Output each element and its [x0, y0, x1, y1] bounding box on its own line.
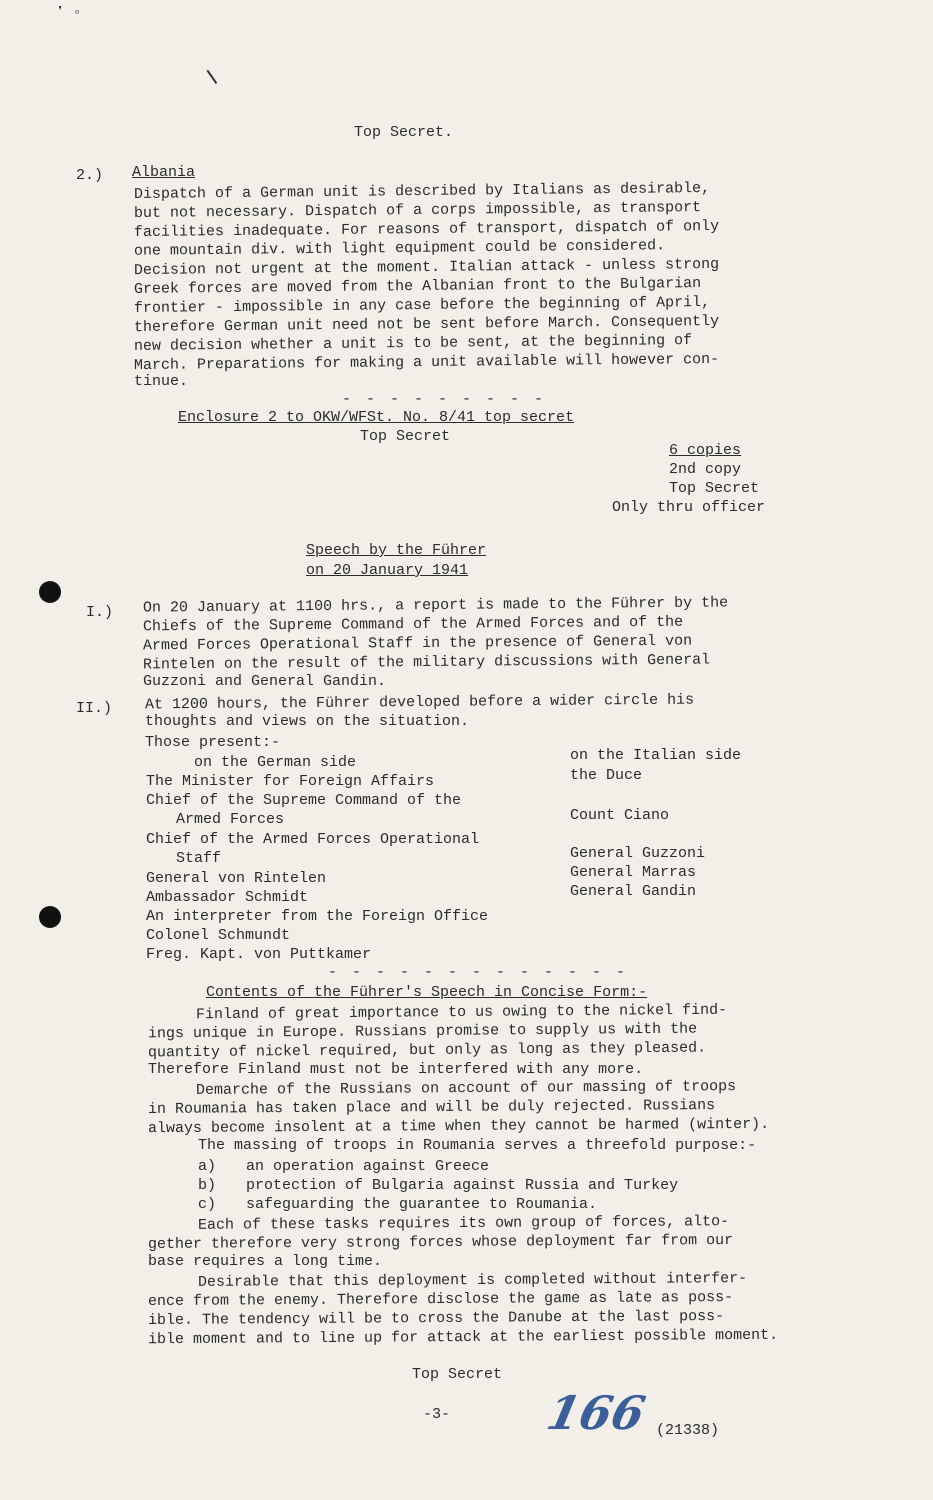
text-line: Guzzoni and General Gandin.: [143, 673, 387, 690]
text-line: Therefore Finland must not be interfered with any more.: [148, 1061, 644, 1078]
text-line: but not necessary. Dispatch of a corps impossible, as transport: [133, 199, 702, 222]
para2-number: II.): [76, 700, 113, 717]
list-text: protection of Bulgaria against Russia and Turkey: [246, 1177, 679, 1194]
text-line: Armed Forces Operational Staff in the presence of General von: [142, 632, 693, 655]
list-item: An interpreter from the Foreign Office: [146, 908, 489, 925]
list-item: Staff: [176, 850, 222, 867]
speech-title-line1: Speech by the Führer: [306, 542, 487, 559]
text-line: ible. The tendency will be to cross the Danube at the last poss-: [147, 1307, 725, 1330]
list-item: on the German side: [194, 754, 357, 771]
text-line: Dispatch of a German unit is described by Italians as desirable,: [133, 179, 711, 204]
handwritten-folio: 166: [542, 1386, 650, 1440]
text-line: one mountain div. with light equipment could be considered.: [133, 237, 666, 260]
section2-heading: Albania: [132, 164, 196, 181]
list-item: Armed Forces: [176, 811, 285, 828]
copy-routing: Only thru officer: [612, 499, 766, 516]
contents-title: Contents of the Führer's Speech in Concise Form:-: [206, 984, 648, 1001]
separator: - - - - - - - - -: [342, 391, 547, 408]
text-line: Demarche of the Russians on account of our massing of troops: [195, 1078, 737, 1099]
copy-number: 2nd copy: [669, 461, 742, 478]
text-line: Chiefs of the Supreme Command of the Armed Forces and of the: [142, 613, 684, 636]
corner-mark: ❜ ◦: [56, 5, 82, 21]
list-item: The Minister for Foreign Affairs: [146, 773, 435, 790]
text-line: facilities inadequate. For reasons of transport, dispatch of only: [133, 217, 720, 242]
text-line: ible moment and to line up for attack at the earliest possible moment.: [147, 1326, 779, 1349]
list-item: General von Rintelen: [146, 870, 327, 887]
list-item: on the Italian side: [570, 747, 742, 764]
copy-classification: Top Secret: [669, 480, 760, 497]
text-line: quantity of nickel required, but only as long as they pleased.: [147, 1039, 707, 1062]
list-item: Freg. Kapt. von Puttkamer: [146, 946, 372, 963]
list-label: b): [198, 1177, 217, 1194]
header-top-secret: Top Secret.: [354, 124, 454, 141]
text-line: gether therefore very strong forces whose deployment far from our: [147, 1231, 734, 1254]
text-line: On 20 January at 1100 hrs., a report is made to the Führer by the: [142, 594, 729, 617]
text-line: ence from the enemy. Therefore disclose the game as late as poss-: [147, 1288, 734, 1311]
text-line: ings unique in Europe. Russians promise to supply us with the: [147, 1020, 698, 1043]
text-line: The massing of troops in Roumania serves a threefold purpose:-: [198, 1137, 757, 1154]
list-text: an operation against Greece: [246, 1158, 490, 1175]
reference-number: (21338): [656, 1422, 720, 1439]
page-number: -3-: [423, 1406, 451, 1423]
text-line: frontier - impossible in any case before the beginning of April,: [133, 293, 711, 318]
list-item: Ambassador Schmidt: [146, 889, 309, 906]
para1-number: I.): [86, 604, 114, 621]
section2-number: 2.): [76, 167, 104, 184]
list-item: General Gandin: [570, 883, 697, 900]
text-line: thoughts and views on the situation.: [145, 713, 470, 730]
list-item: Chief of the Supreme Command of the: [146, 792, 462, 809]
text-line: base requires a long time.: [148, 1253, 383, 1270]
text-line: in Roumania has taken place and will be duly rejected. Russians: [147, 1097, 716, 1118]
text-line: tinue.: [134, 373, 189, 390]
text-line: Decision not urgent at the moment. Italian attack - unless strong: [133, 255, 720, 280]
punch-hole-top: [39, 581, 61, 603]
punch-hole-bottom: [39, 906, 61, 928]
pen-mark: [206, 64, 225, 84]
text-line: Desirable that this deployment is completed without interfer-: [197, 1270, 748, 1291]
list-item: General Guzzoni: [570, 845, 706, 862]
list-item: Colonel Schmundt: [146, 927, 291, 944]
text-line: always become insolent at a time when they cannot be harmed (winter).: [147, 1115, 770, 1138]
enclosure-title: Enclosure 2 to OKW/WFSt. No. 8/41 top secret: [178, 409, 575, 426]
list-item: Count Ciano: [570, 807, 670, 824]
text-line: new decision whether a unit is to be sent, at the beginning of: [133, 332, 693, 355]
list-text: safeguarding the guarantee to Roumania.: [246, 1196, 598, 1213]
list-label: a): [198, 1158, 217, 1175]
footer-top-secret: Top Secret: [412, 1366, 503, 1383]
text-line: Those present:-: [145, 734, 281, 751]
copies-count: 6 copies: [669, 442, 742, 459]
speech-title-line2: on 20 January 1941: [306, 562, 469, 579]
list-label: c): [198, 1196, 217, 1213]
list-item: General Marras: [570, 864, 697, 881]
text-line: Finland of great importance to us owing to the nickel find-: [195, 1001, 728, 1024]
separator: - - - - - - - - - - - - -: [328, 964, 629, 981]
list-item: the Duce: [570, 767, 643, 784]
text-line: Rintelen on the result of the military discussions with General: [142, 651, 711, 674]
list-item: Chief of the Armed Forces Operational: [146, 831, 480, 848]
text-line: Each of these tasks requires its own group of forces, alto-: [197, 1213, 730, 1234]
text-line: therefore German unit need not be sent before March. Consequently: [133, 312, 720, 337]
text-line: March. Preparations for making a unit available will however con-: [133, 350, 720, 375]
text-line: At 1200 hours, the Führer developed before a wider circle his: [144, 691, 695, 714]
enclosure-subtitle: Top Secret: [360, 428, 451, 445]
text-line: Greek forces are moved from the Albanian front to the Bulgarian: [133, 275, 702, 298]
